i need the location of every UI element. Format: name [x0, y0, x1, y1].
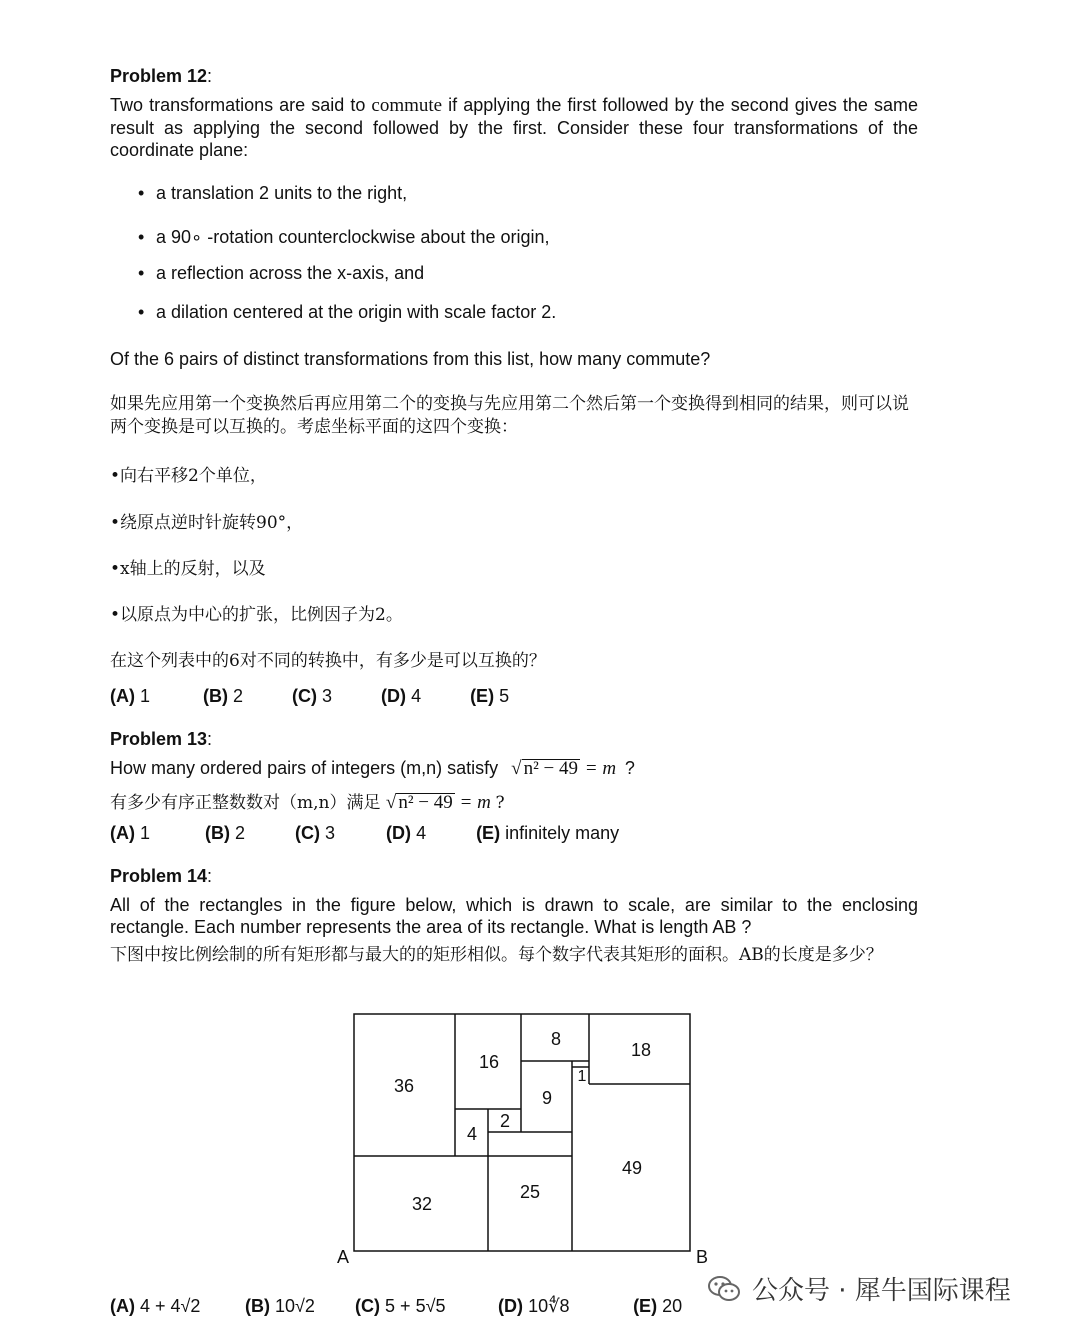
- problem-12-colon: :: [207, 66, 213, 86]
- problem-13-question-en: [110, 758, 635, 780]
- problem-12-zh-question: 在这个列表中的6对不同的转换中，有多少是可以互换的？: [110, 651, 546, 671]
- problem-12-intro: [110, 94, 918, 161]
- equation-rhs: = m: [584, 758, 617, 779]
- point-b-label: B: [695, 1247, 709, 1267]
- equation: √ n² − 49 = m: [385, 792, 491, 813]
- intro-text-a: Two transformations are said to: [110, 95, 366, 115]
- area-label-1: 1: [577, 1068, 587, 1085]
- question-text: 有多少有序正整数数对（m,n）满足: [110, 793, 381, 813]
- bullet-item: • a 90∘ -rotation counterclockwise about the origin,: [138, 227, 550, 247]
- problem-12-label: Problem 12: [110, 66, 208, 86]
- answer-choice: (B) 2: [203, 686, 244, 706]
- answer-choice: (D) 4: [386, 823, 427, 843]
- point-a-label: A: [336, 1247, 350, 1267]
- answer-choice: (A) 1: [110, 686, 151, 706]
- answer-choice: (E) 20: [633, 1296, 683, 1316]
- question-mark: ?: [624, 758, 635, 778]
- problem-14-colon: :: [207, 866, 213, 886]
- problem-12-zh-intro: 如果先应用第一个变换然后再应用第二个的变换与先应用第二个然后第一个变换得到相同的结果，则可以说两个变换是可以互换的。考虑坐标平面的这四个变换：: [110, 394, 909, 437]
- problem-14-heading: [110, 866, 212, 887]
- area-label-49: 49: [621, 1158, 643, 1178]
- bullet-item: • a dilation centered at the origin with scale factor 2.: [138, 302, 557, 322]
- intro-text-b: if applying the first followed by the second gives the same result as applying the second followed by the first. Consider these four transformations of the coordinate plane:: [110, 95, 918, 160]
- area-label-4: 4: [466, 1124, 478, 1144]
- area-label-9: 9: [541, 1088, 553, 1108]
- answer-choice: (C) 5 + 5√5: [355, 1296, 446, 1316]
- problem-12-question: Of the 6 pairs of distinct transformations from this list, how many commute?: [110, 349, 711, 369]
- problem-13-label: Problem 13: [110, 729, 208, 749]
- bullet-item: • a translation 2 units to the right,: [138, 183, 408, 203]
- equation: √ n² − 49 = m: [511, 758, 617, 779]
- answer-choice: (E) 5: [470, 686, 510, 706]
- zh-bullet-item: •以原点为中心的扩张，比例因子为2。: [110, 605, 403, 625]
- answer-choice: (D) 4: [381, 686, 422, 706]
- area-label-18: 18: [630, 1040, 652, 1060]
- answer-choice: (B) 2: [205, 823, 246, 843]
- bullet-text: a 90∘ -rotation counterclockwise about the origin,: [156, 227, 550, 247]
- problem-13-choices: [110, 823, 619, 844]
- problem-14-choices: [110, 1296, 682, 1317]
- area-label-2: 2: [499, 1111, 511, 1131]
- question-mark: ?: [495, 793, 505, 813]
- watermark-text: 公众号 · 犀牛国际课程: [752, 1276, 1011, 1306]
- area-label-8: 8: [550, 1029, 562, 1049]
- problem-12-choices: [110, 686, 509, 707]
- radicand: n² − 49: [398, 792, 453, 813]
- answer-choice: (C) 3: [292, 686, 333, 706]
- bullet-text: a reflection across the x-axis, and: [156, 263, 425, 283]
- problem-13-heading: [110, 729, 212, 750]
- bullet-text: a translation 2 units to the right,: [156, 183, 408, 203]
- area-label-16: 16: [478, 1052, 500, 1072]
- answer-choice: (B) 10√2: [245, 1296, 315, 1316]
- problem-13-colon: :: [207, 729, 213, 749]
- wechat-icon: [706, 1271, 742, 1307]
- equation-rhs: = m: [459, 792, 491, 813]
- zh-bullet-item: •x轴上的反射，以及: [110, 559, 266, 579]
- commute-term: commute: [371, 95, 443, 116]
- answer-choice: (D) 10∜8: [498, 1296, 570, 1316]
- zh-bullet-item: •向右平移2个单位，: [110, 466, 267, 486]
- answer-choice: (C) 3: [295, 823, 336, 843]
- bullet-text: a dilation centered at the origin with scale factor 2.: [156, 302, 557, 322]
- problem-12-heading: [110, 66, 212, 87]
- area-label-36: 36: [393, 1076, 415, 1096]
- problem-14-question-en: All of the rectangles in the figure below, which is drawn to scale, are similar to the enclosing rectangle. Each number represents the area of its rectangle. What is length AB ?: [110, 895, 918, 937]
- problem-14-question-zh: 下图中按比例绘制的所有矩形都与最大的的矩形相似。每个数字代表其矩形的面积。AB的长度是多少？: [110, 945, 883, 965]
- problem-14-label: Problem 14: [110, 866, 208, 886]
- answer-choice: (A) 1: [110, 823, 151, 843]
- zh-bullet-item: •绕原点逆时针旋转90°，: [110, 513, 304, 533]
- watermark: [706, 1270, 1011, 1307]
- answer-choice: (A) 4 + 4√2: [110, 1296, 201, 1316]
- question-text: How many ordered pairs of integers (m,n) satisfy: [110, 758, 499, 778]
- radicand: n² − 49: [523, 758, 579, 779]
- rectangles-figure: [330, 1005, 720, 1267]
- area-label-25: 25: [519, 1182, 541, 1202]
- answer-choice: (E) infinitely many: [476, 823, 620, 843]
- area-label-32: 32: [411, 1194, 433, 1214]
- bullet-item: • a reflection across the x-axis, and: [138, 263, 425, 283]
- problem-13-question-zh: [110, 788, 505, 814]
